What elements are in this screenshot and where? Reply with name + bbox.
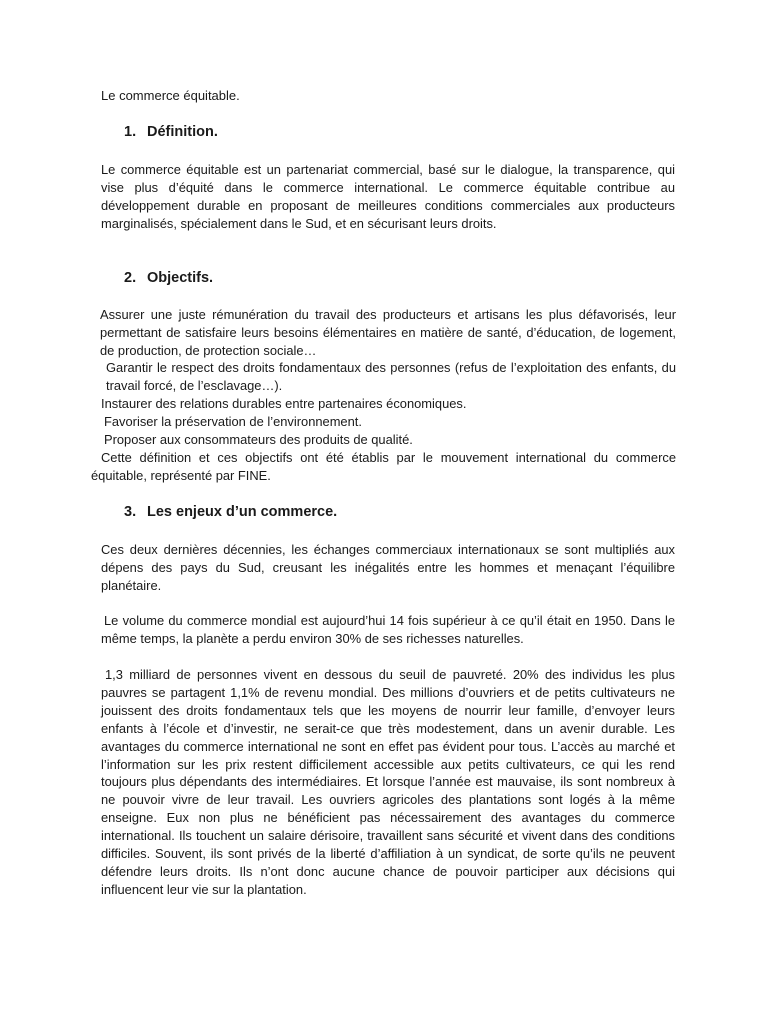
section-number: 1. — [124, 124, 137, 140]
section-title: Les enjeux d’un commerce. — [147, 504, 338, 520]
stakes-paragraph: Le volume du commerce mondial est aujourd’hui 14 fois supérieur à ce qu’il était en 1950. Dans le même temps, la planète a perdu environ 30% de ses richesses naturelles. — [101, 613, 675, 646]
section-heading-definition — [124, 124, 218, 140]
objective-item: Proposer aux consommateurs des produits de qualité. — [104, 432, 413, 447]
objective-item: Instaurer des relations durables entre partenaires économiques. — [101, 396, 467, 411]
section-heading-stakes — [124, 504, 337, 520]
section-title: Définition. — [147, 124, 218, 140]
section-heading-objectives — [124, 270, 213, 286]
document-title: Le commerce équitable. — [101, 88, 240, 103]
section-number: 3. — [124, 504, 137, 520]
stakes-paragraph: Ces deux dernières décennies, les échanges commerciaux internationaux se sont multipliés aux dépens des pays du Sud, creusant les inégalités entre les hommes et menaçant l’équilibre planétaire. — [101, 542, 675, 593]
objective-item: Favoriser la préservation de l’environnement. — [104, 414, 362, 429]
definition-paragraph: Le commerce équitable est un partenariat commercial, basé sur le dialogue, la transparence, qui vise plus d’équité dans le commerce international. Le commerce équitable contribue au développement durable en proposant de meilleures conditions commerciales aux producteurs marginalisés, spécialement dans le Sud, et en sécurisant leurs droits. — [101, 162, 675, 231]
section-number: 2. — [124, 270, 137, 286]
objective-item: Assurer une juste rémunération du travail des producteurs et artisans les plus défavorisés, leur permettant de satisfaire leurs besoins élémentaires en matière de santé, d’éducation, de logement, de production, de protection sociale… — [100, 307, 676, 358]
section-title: Objectifs. — [147, 270, 214, 286]
objectives-closing: Cette définition et ces objectifs ont été établis par le mouvement international du commerce équitable, représenté par FINE. — [91, 450, 676, 483]
stakes-paragraph: 1,3 milliard de personnes vivent en dessous du seuil de pauvreté. 20% des individus les plus pauvres se partagent 1,1% de revenu mondial. Des millions d’ouvriers et de petits cultivateurs ne jouissent des droits fondamentaux tels que les moyens de nourrir leur famille, d’envoyer leurs enfants à l’école et d’investir, ne serait-ce que très modestement, dans un avenir durable. Les avantages du commerce international ne sont en effet pas évident pour tous. L’accès au marché et l’information sur les prix restent difficilement accessible aux petits cultivateurs, ce qui les rend toujours plus dépendants des intermédiaires. Et lorsque l’année est mauvaise, ils sont nombreux à ne pouvoir vivre de leur travail. Les ouvriers agricoles des plantations sont logés à la même enseigne. Eux non plus ne bénéficient pas nécessairement des avantages du commerce international. Ils touchent un salaire dérisoire, travaillent sans sécurité et vivent dans des conditions difficiles. Souvent, ils sont privés de la liberté d’affiliation à un syndicat, de sorte qu’ils ne peuvent défendre leurs droits. Ils n’ont donc aucune chance de pouvoir participer aux décisions qui influencent leur vie sur la plantation. — [101, 667, 675, 897]
objective-item: Garantir le respect des droits fondamentaux des personnes (refus de l’exploitation des enfants, du travail forcé, de l’esclavage…). — [106, 360, 676, 393]
